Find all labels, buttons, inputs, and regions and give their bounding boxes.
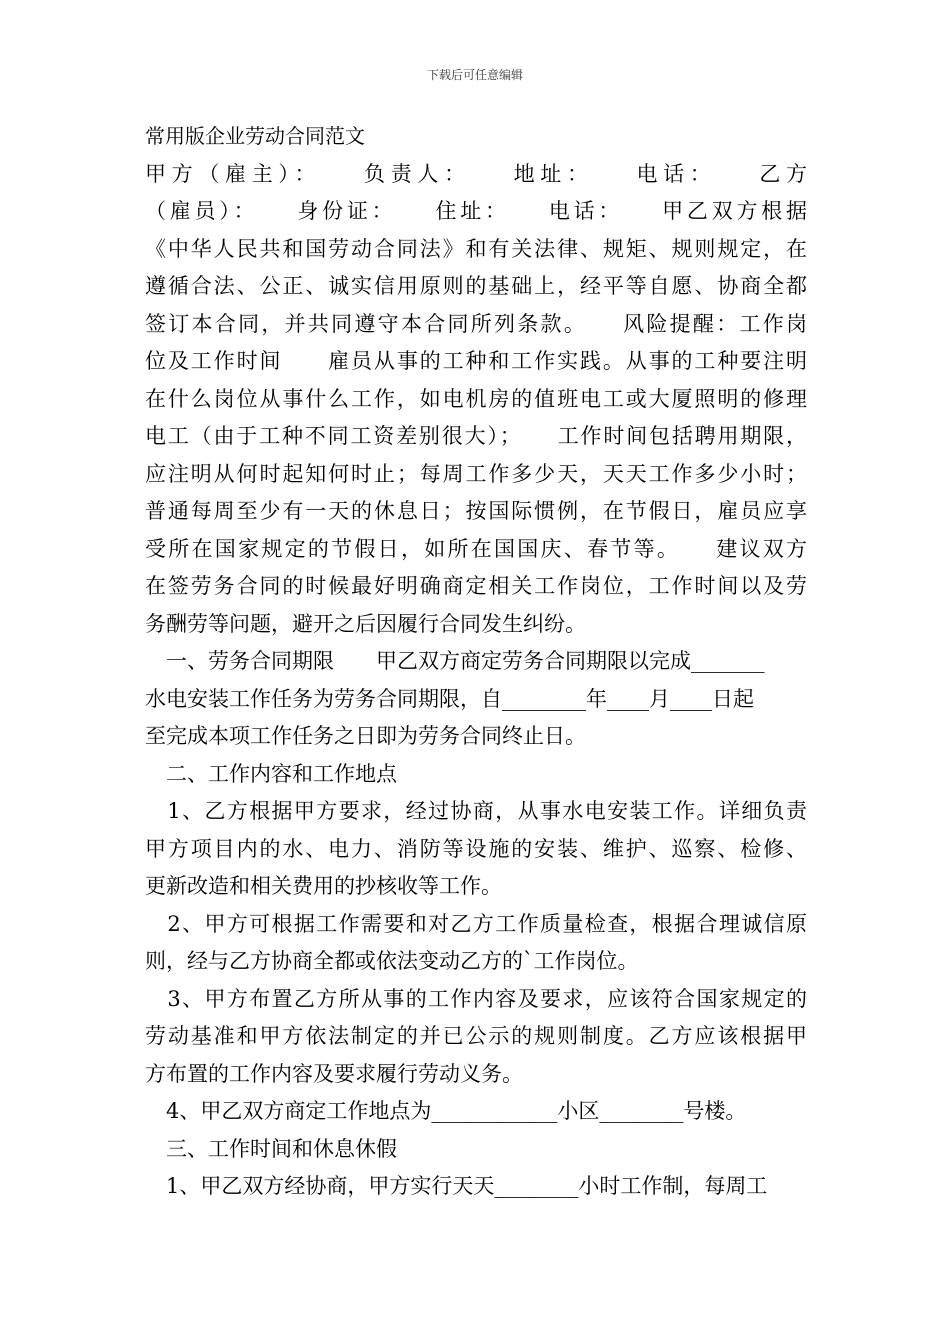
- paragraph-line: 普通每周至少有一天的休息日；按国际惯例，在节假日，雇员应享: [145, 499, 807, 523]
- clause-line: 劳动基准和甲方依法制定的并已公示的规则制度。乙方应该根据甲: [145, 1024, 807, 1048]
- header-note: 下载后可任意编辑: [426, 68, 523, 82]
- paragraph-line: 签订本合同，并共同遵守本合同所列条款。 风险提醒：工作岗: [145, 311, 807, 336]
- paragraph-line: 《中华人民共和国劳动合同法》和有关法律、规矩、规则规定，在: [145, 236, 807, 261]
- paragraph-line: 水电安装工作任务为劳务合同期限，自________年____月____日起: [145, 686, 754, 711]
- clause-line: 甲方项目内的水、电力、消防等设施的安装、维护、巡察、检修、: [145, 836, 807, 861]
- paragraph-line: 甲方（雇主）： 负责人： 地址： 电话： 乙方: [145, 161, 807, 186]
- paragraph-line: 位及工作时间 雇员从事的工种和工作实践。从事的工种要注明: [145, 349, 807, 373]
- clause-line: 4、甲乙双方商定工作地点为____________小区________号楼。: [145, 1099, 747, 1123]
- paragraph-line: （雇员）： 身份证： 住址： 电话： 甲乙双方根据: [145, 199, 807, 223]
- clause-line: 3、甲方布置乙方所从事的工作内容及要求，应该符合国家规定的: [145, 986, 807, 1011]
- paragraph-line: 电工（由于工种不同工资差别很大）； 工作时间包括聘用期限，: [145, 424, 807, 448]
- paragraph-line: 至完成本项工作任务之日即为劳务合同终止日。: [145, 724, 586, 748]
- clause-line: 方布置的工作内容及要求履行劳动义务。: [145, 1061, 523, 1086]
- paragraph-line: 受所在国家规定的节假日，如所在国国庆、春节等。 建议双方: [145, 536, 807, 561]
- clause-line: 1、乙方根据甲方要求，经过协商，从事水电安装工作。详细负责: [145, 799, 807, 823]
- document-body: [145, 118, 807, 1206]
- section-heading: 二、工作内容和工作地点: [145, 761, 397, 786]
- paragraph-line: 务酬劳等问题，避开之后因履行合同发生纠纷。: [145, 611, 586, 636]
- clause-line: 1、甲乙双方经协商，甲方实行天天________小时工作制，每周工: [145, 1174, 768, 1198]
- section-heading: 三、工作时间和休息休假: [145, 1136, 397, 1161]
- document-title: 常用版企业劳动合同范文: [145, 124, 365, 148]
- clause-line: 则，经与乙方协商全都或依法变动乙方的`工作岗位。: [145, 949, 639, 973]
- paragraph-line: 在什么岗位从事什么工作，如电机房的值班电工或大厦照明的修理: [145, 386, 807, 411]
- clause-line: 更新改造和相关费用的抄核收等工作。: [145, 874, 502, 898]
- paragraph-line: 遵循合法、公正、诚实信用原则的基础上，经平等自愿、协商全都: [145, 274, 807, 298]
- clause-line: 2、甲方可根据工作需要和对乙方工作质量检查，根据合理诚信原: [145, 911, 807, 936]
- paragraph-line: 在签劳务合同的时候最好明确商定相关工作岗位，工作时间以及劳: [145, 574, 807, 598]
- section-heading-line: 一、劳务合同期限 甲乙双方商定劳务合同期限以完成_______: [145, 649, 765, 673]
- paragraph-line: 应注明从何时起知何时止；每周工作多少天，天天工作多少小时；: [145, 461, 807, 486]
